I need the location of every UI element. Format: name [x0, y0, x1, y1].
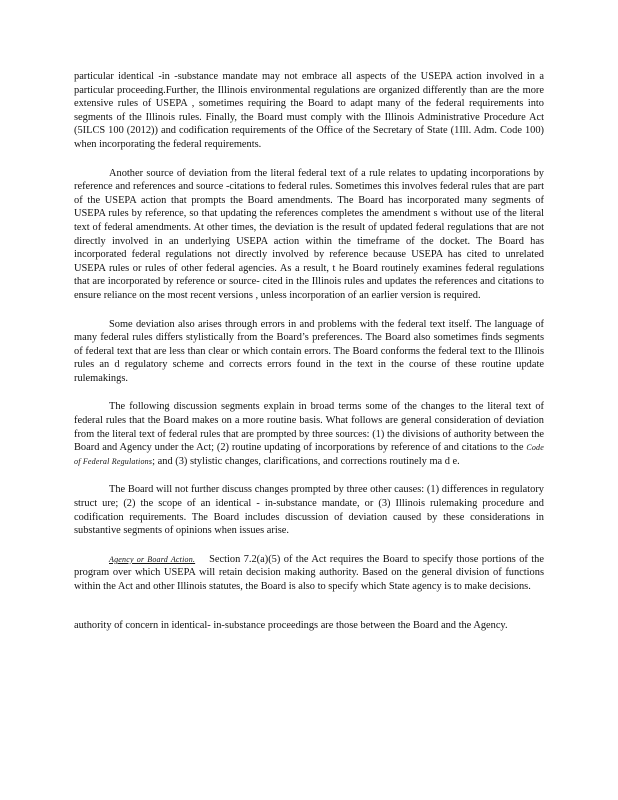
paragraph-1: particular identical -in -substance mandate may not embrace all aspects of the USEPA action involved in a particular proceeding.Further, the Illinois environmental regulations are organized differently than are the more extensive rules of USEPA , sometimes requiring the Board to adapt many of the federal requirements into segments of the Illinois rules. Finally, the Board must comply with the Illinois Administrative Procedure Act (5ILCS 100 (2012)) and codification requirements of the Office of the Secretary of State (1Ill. Adm. Code 100) when incorporating the federal requirements. — [74, 71, 544, 150]
paragraph-4-text-b: ; and (3) stylistic changes, clarifications, and corrections routinely ma d e. — [152, 455, 460, 467]
paragraph-3: Some deviation also arises through errors in and problems with the federal text itself. The language of many federal rules differs stylistically from the Board’s preferences. The Board also sometimes finds segments of federal text that are less than clear or which contain errors. The Board conforms the federal text to the Illinois rules an d regulatory scheme and corrects errors found in the text in the course of these routine update rulemakings. — [74, 318, 544, 384]
paragraph-5: The Board will not further discuss changes prompted by three other causes: (1) differences in regulatory struct ure; (2) the scope of an identical - in-substance mandate, or (3) Illinois rulemaking procedure and codification requirements. The Board includes discussion of deviation caused by these considerations in substantive segments of opinions when issues arise. — [74, 484, 544, 537]
paragraph-6 — [74, 553, 544, 594]
paragraph-4 — [74, 400, 544, 468]
paragraph-4-text-a: The following discussion segments explain in broad terms some of the changes to the literal text of federal rules that the Board makes on a more routine basis. What follows are general consideration of deviation from the literal text of federal rules that are prompted by three sources: (1) the divisions of authority between the Board and Agency under the Act; (2) routine updating of incorporations by reference of and citations to the — [74, 401, 544, 454]
document-page — [74, 70, 544, 647]
cfr-title: Code of Federal Regulations — [74, 443, 544, 466]
paragraph-6-body: Section 7.2(a)(5) of the Act requires the Board to specify those portions of the program over which USEPA will retain decision making authority. Based on the general division of functions within the Act and other Illinois statutes, the Board is also to specify which State agency is to make decisions. — [74, 553, 544, 592]
paragraph-7: authority of concern in identical- in-substance proceedings are those between the Board and the Agency. — [74, 619, 508, 631]
section-heading: Agency or Board Action. — [109, 554, 196, 564]
page-gap — [74, 609, 544, 619]
paragraph-2: Another source of deviation from the literal federal text of a rule relates to updating incorporations by reference and references and source -citations to federal rules. Sometimes this involves federal rules that are part of the USEPA action that prompts the Board amendments. The Board has incorporated many segments of USEPA rules by reference, so that updating the references completes the amendment s without use of the literal text of federal amendments. At other times, the deviation is the result of updated federal regulations that are not directly involved in an underlying USEPA action within the timeframe of the docket. The Board has incorporated federal regulations not directly involved by reference because USEPA has cited to unrelated USEPA rules or rules of other federal agencies. As a result, t he Board routinely examines federal regulations that are incorporated by reference or source- cited in the Illinois rules and updates the references and citations to ensure reliance on the most recent versions , unless incorporation of an earlier version is required. — [74, 167, 544, 301]
